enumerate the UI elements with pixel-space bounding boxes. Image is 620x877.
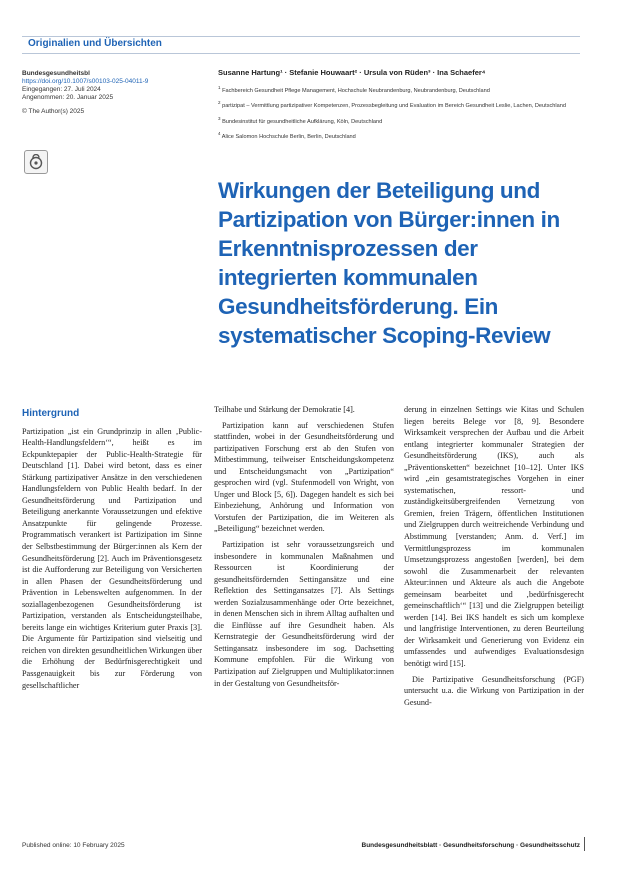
received-date: Eingegangen: 27. Juli 2024 [22,86,101,93]
copyright: © The Author(s) 2025 [22,108,85,115]
article-title: Wirkungen der Beteiligung und Partizipation von Bürger:innen in Erkenntnisprozessen der integrierten kommunalen Gesundheitsförderung. Ein systematischer Scoping-Review [218,178,560,348]
paragraph: Die Partizipative Gesundheitsforschung (PGF) untersucht u.a. die Wirkung von Partizipation in der Gesund- [404,674,584,707]
affiliations [218,84,580,145]
article-meta [22,70,202,116]
accepted-date: Angenommen: 20. Januar 2025 [22,94,114,101]
open-access-glyph [28,154,44,170]
section-header-bar [22,36,580,54]
doi-link[interactable]: https://doi.org/10.1007/s00103-025-04011-9 [22,78,149,85]
affiliation-1: $^1$ Fachbereich Gesundheit Pflege Management, Hochschule Neubrandenburg, Neubrandenburg, Deutschland [218,85,490,94]
section-heading: Hintergrund [22,408,80,419]
footer-divider [584,837,585,851]
affiliation-3: $^3$ Bundesinstitut für gesundheitliche Aufklärung, Köln, Deutschland [218,115,383,125]
section-label: Originalien und Übersichten [28,38,162,49]
journal-name: Bundesgesundheitsbl [22,70,90,77]
paragraph: Partizipation „ist ein Grundprinzip in allen ‚Public-Health-Handlungsfeldern‘“, heißt es im Eckpunktepapier der Public-Health-Strategie für Deutschland [1]. Dabei wird betont, dass es einer Stärkung partizipativer Ansätze in den verschiedenen Handlungsfeldern von Public Health bedarf. In der Gesundheitsförderung und Partizipation und Beteiligung anerkannte Voraussetzungen und efektive Ansatzpunkte für gelingende Prozesse. Programmatisch verankert ist Partizipation im Sinne der Selbstbestimmung der Bürger:innen als Kern der Gesundheitsförderung [2]. Auch im Präventionsgesetz ist die Aufforderung zur Beteiligung von Versicherten in allen Phasen der Gesundheitsförderung und Prävention in Lebenswelten aufgenommen. In der soziallagenbezogenen Gesundheitsförderung ist Partizipation, verstanden als Entscheidungsteilhabe, bereits lange ein wichtiges Kriterium guter Praxis [3]. Die Argumente für Partizipation sind vielseitig und reichen von direkten gesundheitlichen Wirkungen über die Erhöhung der Bedürfnisgerechtigkeit und Passgenauigkeit bis zur Förderung von gesellschaftlicher [22,426,202,690]
paragraph: Partizipation kann auf verschiedenen Stufen stattfinden, wobei in der Gesundheitsförderung und partizipativen Forschung erst ab den Stufen von Mitbestimmung, teilweiser Entscheidungskompetenz und Entscheidungsmacht von „Partizipation“ gesprochen wird (vgl. Stufenmodell von Wright, von Unger und Block [5, 6]). Dagegen handelt es sich bei Einbeziehung, Anhörung und Information von Vorstufen der Partizipation, die im Weiteren als „Beteiligung“ bezeichnet werden. [214,420,394,534]
open-access-icon [24,150,48,174]
body-column-2 [214,404,394,693]
paragraph: derung in einzelnen Settings wie Kitas und Schulen liegen bereits Belege vor [8, 9]. Besondere Wirksamkeit versprechen der Aufbau und die Arbeit entlang integrierter kommunaler Strategien der Gesundheitsförderung (IKS), auch als „Präventionsketten“ bezeichnet [10–12]. Unter IKS wird „ein gesamtstrategisches Vorgehen in einer systematischen, ressort- und zuständigkeitsübergreifenden Vernetzung von Gremien, freien Trägern, öffentlichen Institutionen und Zielgruppen durch weitreichende Verbindung und Abstimmung [verstanden; Anm. d. Verf.] im Vermittlungsprozess im kommunalen Umsetzungsprozess angestoßen [werden], bei dem sowohl die Zusammenarbeit der relevanten Akteur:innen und Akteure als auch die Angebote gemeinsam bearbeitet und ‚bedürfnisgerecht gemeinschaftlich‘“ [13] und die Zielgruppen beteiligt werden [14]. Bei IKS handelt es sich um komplexe und langfristige Interventionen, zu deren Beurteilung der Wirksamkeit und Generierung von Evidenz ein umfassendes und aufwendiges Evaluationsdesign benötigt wird [15]. [404,405,584,669]
paragraph: Teilhabe und Stärkung der Demokratie [4]. [214,405,355,414]
author-list: Susanne Hartung¹ · Stefanie Houwaart² · Ursula von Rüden³ · Ina Schaefer⁴ [218,68,486,77]
published-online: Published online: 10 February 2025 [22,842,125,849]
body-column-1 [22,408,202,695]
affiliation-2: $^2$ partizipat – Vermittlung partizipativer Kompetenzen, Prozessbegleitung und Evaluation im Bereich Gesundheit Leslie, Lachen, Deutschland [218,100,566,110]
body-column-3 [404,404,584,712]
affiliation-4: $^4$ Alice Salomon Hochschule Berlin, Berlin, Deutschland [218,130,356,140]
paragraph: Partizipation ist sehr voraussetzungsreich und insbesondere in kommunalen Maßnahmen und Ressourcen ist Koordinierung der gesundheitsfördernden Settingansätze und eine Reflektion des Settingansatzes [7]. Als Settings werden Sozialzusammenhänge oder Orte bezeichnet, in denen Menschen sich in ihrem Alltag aufhalten und die Einflüsse auf ihre Gesundheit haben. Als Kernstrategie der Gesundheitsförderung wird der Settingansatz insbesondere im sog. Dachsetting Kommune empfohlen. Für die Wirkung von Partizipation auf Zielgruppen und Multiplikator:innen in der Gestaltung von Gesundheitsför- [214,540,394,688]
journal-footer: Bundesgesundheitsblatt · Gesundheitsforschung · Gesundheitsschutz [361,842,580,849]
